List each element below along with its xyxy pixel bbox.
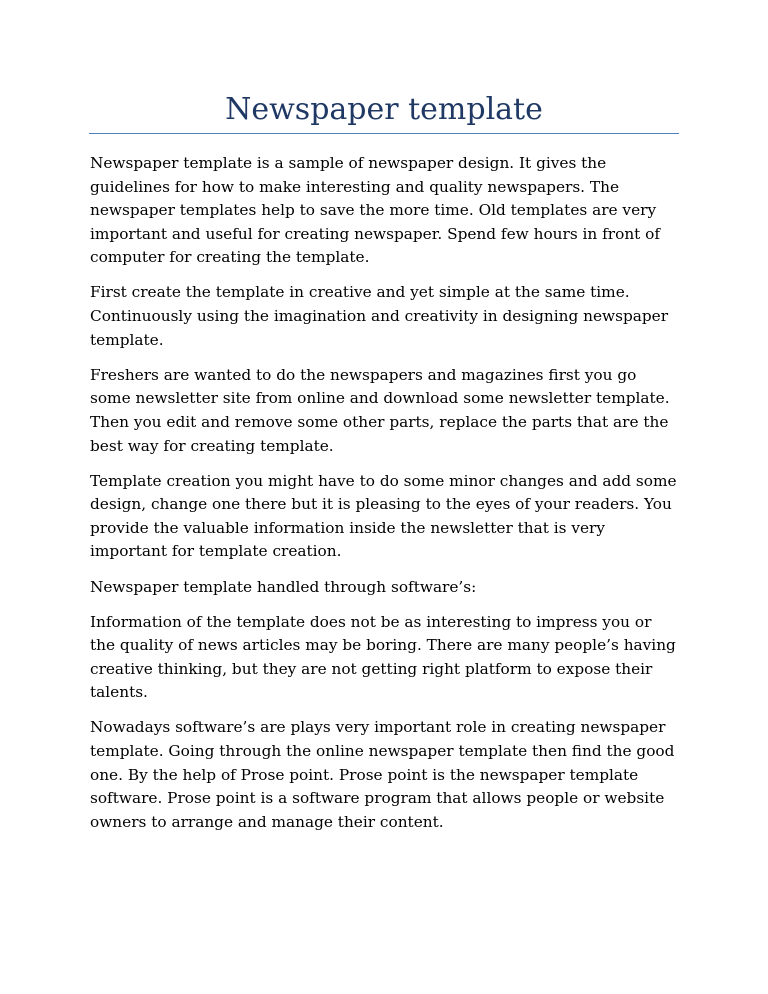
paragraph-information: Information of the template does not be as interesting to impress you or the quality of news articles may be boring. There are many people’s having creative thinking, but they are not getting right platform to expose their talents.: [90, 612, 676, 702]
paragraph-freshers: Freshers are wanted to do the newspapers and magazines first you go some newsletter site from online and download some newsletter template. Then you edit and remove some other parts, replace the parts that are the best way for creating template.: [90, 365, 670, 455]
section-heading-software: Newspaper template handled through software’s:: [90, 577, 477, 596]
paragraph-template-creation: Template creation you might have to do some minor changes and add some design, change one there but it is pleasing to the eyes of your readers. You provide the valuable information inside the newsletter that is very important for template creation.: [90, 471, 677, 561]
paragraph-create-template: First create the template in creative and yet simple at the same time. Continuously using the imagination and creativity in designing newspaper template.: [90, 283, 669, 349]
paragraph-intro: Newspaper template is a sample of newspaper design. It gives the guidelines for how to make interesting and quality newspapers. The newspaper templates help to save the more time. Old templates are very important and useful for creating newspaper. Spend few hours in front of computer for creating the template.: [90, 154, 661, 267]
document-body: [90, 152, 680, 846]
page-title: Newspaper template: [225, 92, 543, 127]
paragraph-nowadays: Nowadays software’s are plays very important role in creating newspaper template. Going through the online newspaper template then find the good one. By the help of Prose point. Prose point is the newspaper template software. Prose point is a software program that allows people or website owners to arrange and manage their content.: [90, 718, 675, 831]
title-underline: [89, 133, 679, 134]
